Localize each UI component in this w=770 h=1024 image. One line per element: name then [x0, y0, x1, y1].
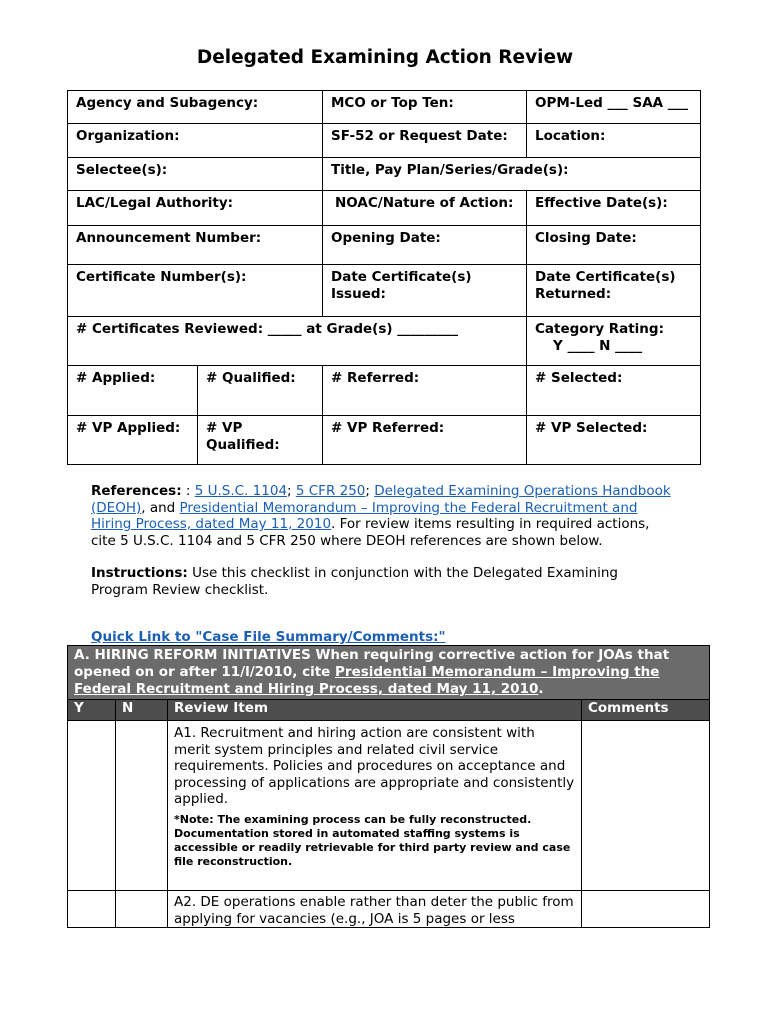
lac-field: LAC/Legal Authority: — [68, 191, 323, 226]
cert-returned-field: Date Certificate(s) Returned: — [527, 265, 701, 317]
col-header-n: N — [116, 700, 168, 721]
table-row — [68, 891, 710, 928]
y-cell[interactable] — [68, 721, 116, 891]
table-row — [68, 721, 710, 891]
y-cell[interactable] — [68, 891, 116, 928]
quick-link-case-file[interactable]: Quick Link to "Case File Summary/Comments:" — [91, 629, 446, 645]
sf52-field: SF-52 or Request Date: — [323, 124, 527, 158]
cert-issued-field: Date Certificate(s) Issued: — [323, 265, 527, 317]
col-header-review-item: Review Item — [168, 700, 582, 721]
organization-field: Organization: — [68, 124, 323, 158]
vp-qualified-field: # VP Qualified: — [198, 416, 323, 465]
col-header-y: Y — [68, 700, 116, 721]
vp-selected-field: # VP Selected: — [527, 416, 701, 465]
vp-applied-field: # VP Applied: — [68, 416, 198, 465]
action-info-table — [67, 90, 701, 465]
review-item-text: A1. Recruitment and hiring action are consistent with merit system principles and related civil service requirements. Policies and procedures on acceptance and processing of applications are appropriate and consistently applied. — [174, 725, 575, 807]
review-table — [67, 645, 710, 928]
references-block — [91, 483, 671, 614]
link-5-cfr-250[interactable]: 5 CFR 250 — [295, 483, 366, 499]
certificate-number-field: Certificate Number(s): — [68, 265, 323, 317]
certs-reviewed-field: # Certificates Reviewed: _____ at Grade(s) _________ — [68, 317, 527, 366]
instructions-label: Instructions: — [91, 565, 188, 581]
referred-field: # Referred: — [323, 366, 527, 416]
link-deoh[interactable]: Delegated Examining Operations Handbook (DEOH) — [91, 483, 671, 516]
col-header-comments: Comments — [582, 700, 710, 721]
effective-date-field: Effective Date(s): — [527, 191, 701, 226]
column-header-row — [68, 700, 710, 721]
instructions-paragraph: Instructions: Use this checklist in conjunction with the Delegated Examining Program Review checklist. — [91, 565, 619, 598]
references-paragraph: References: : 5 U.S.C. 1104; 5 CFR 250; Delegated Examining Operations Handbook (DEOH), and Presidential Memorandum – Improving the Federal Recruitment and Hiring Process, dated May 11, 2010. For review items resulting in required actions, cite 5 U.S.C. 1104 and 5 CFR 250 where DEOH references are shown below. — [91, 483, 671, 549]
comments-cell[interactable] — [582, 891, 710, 928]
applied-field: # Applied: — [68, 366, 198, 416]
closing-date-field: Closing Date: — [527, 226, 701, 265]
agency-field: Agency and Subagency: — [68, 91, 323, 124]
opening-date-field: Opening Date: — [323, 226, 527, 265]
title-pay-field: Title, Pay Plan/Series/Grade(s): — [323, 158, 701, 191]
qualified-field: # Qualified: — [198, 366, 323, 416]
review-item-a1 — [168, 721, 582, 891]
page-title: Delegated Examining Action Review — [196, 47, 574, 68]
opm-led-field: OPM-Led ___ SAA ___ — [527, 91, 701, 124]
location-field: Location: — [527, 124, 701, 158]
vp-referred-field: # VP Referred: — [323, 416, 527, 465]
n-cell[interactable] — [116, 891, 168, 928]
section-a-link[interactable]: Presidential Memorandum – Improving the Federal Recruitment and Hiring Process, dated May 11, 2010 — [74, 664, 660, 697]
section-a-header: A. HIRING REFORM INITIATIVES When requiring corrective action for JOAs that opened on or after 11/l/2010, cite Presidential Memorandum – Improving the Federal Recruitment and Hiring Process, dated May 11, 2010. — [68, 646, 710, 700]
selectee-field: Selectee(s): — [68, 158, 323, 191]
category-rating-field — [527, 317, 701, 366]
review-item-note: *Note: The examining process can be fully reconstructed. Documentation stored in automated staffing systems is accessible or readily retrievable for third party review and case file reconstruction. — [174, 812, 571, 868]
link-5-usc-1104[interactable]: 5 U.S.C. 1104 — [194, 483, 288, 499]
category-rating-yn: Y ____ N ____ — [553, 338, 643, 354]
review-item-text: A2. DE operations enable rather than deter the public from applying for vacancies (e.g., JOA is 5 pages or less — [174, 894, 574, 927]
references-label: References: — [91, 483, 182, 499]
review-item-a2 — [168, 891, 582, 928]
category-rating-label: Category Rating: — [535, 321, 664, 337]
announcement-field: Announcement Number: — [68, 226, 323, 265]
link-presidential-memorandum[interactable]: Presidential Memorandum – Improving the Federal Recruitment and Hiring Process, dated May 11, 2010 — [91, 499, 638, 532]
n-cell[interactable] — [116, 721, 168, 891]
selected-field: # Selected: — [527, 366, 701, 416]
comments-cell[interactable] — [582, 721, 710, 891]
mco-field: MCO or Top Ten: — [323, 91, 527, 124]
noac-field: NOAC/Nature of Action: — [323, 191, 527, 226]
